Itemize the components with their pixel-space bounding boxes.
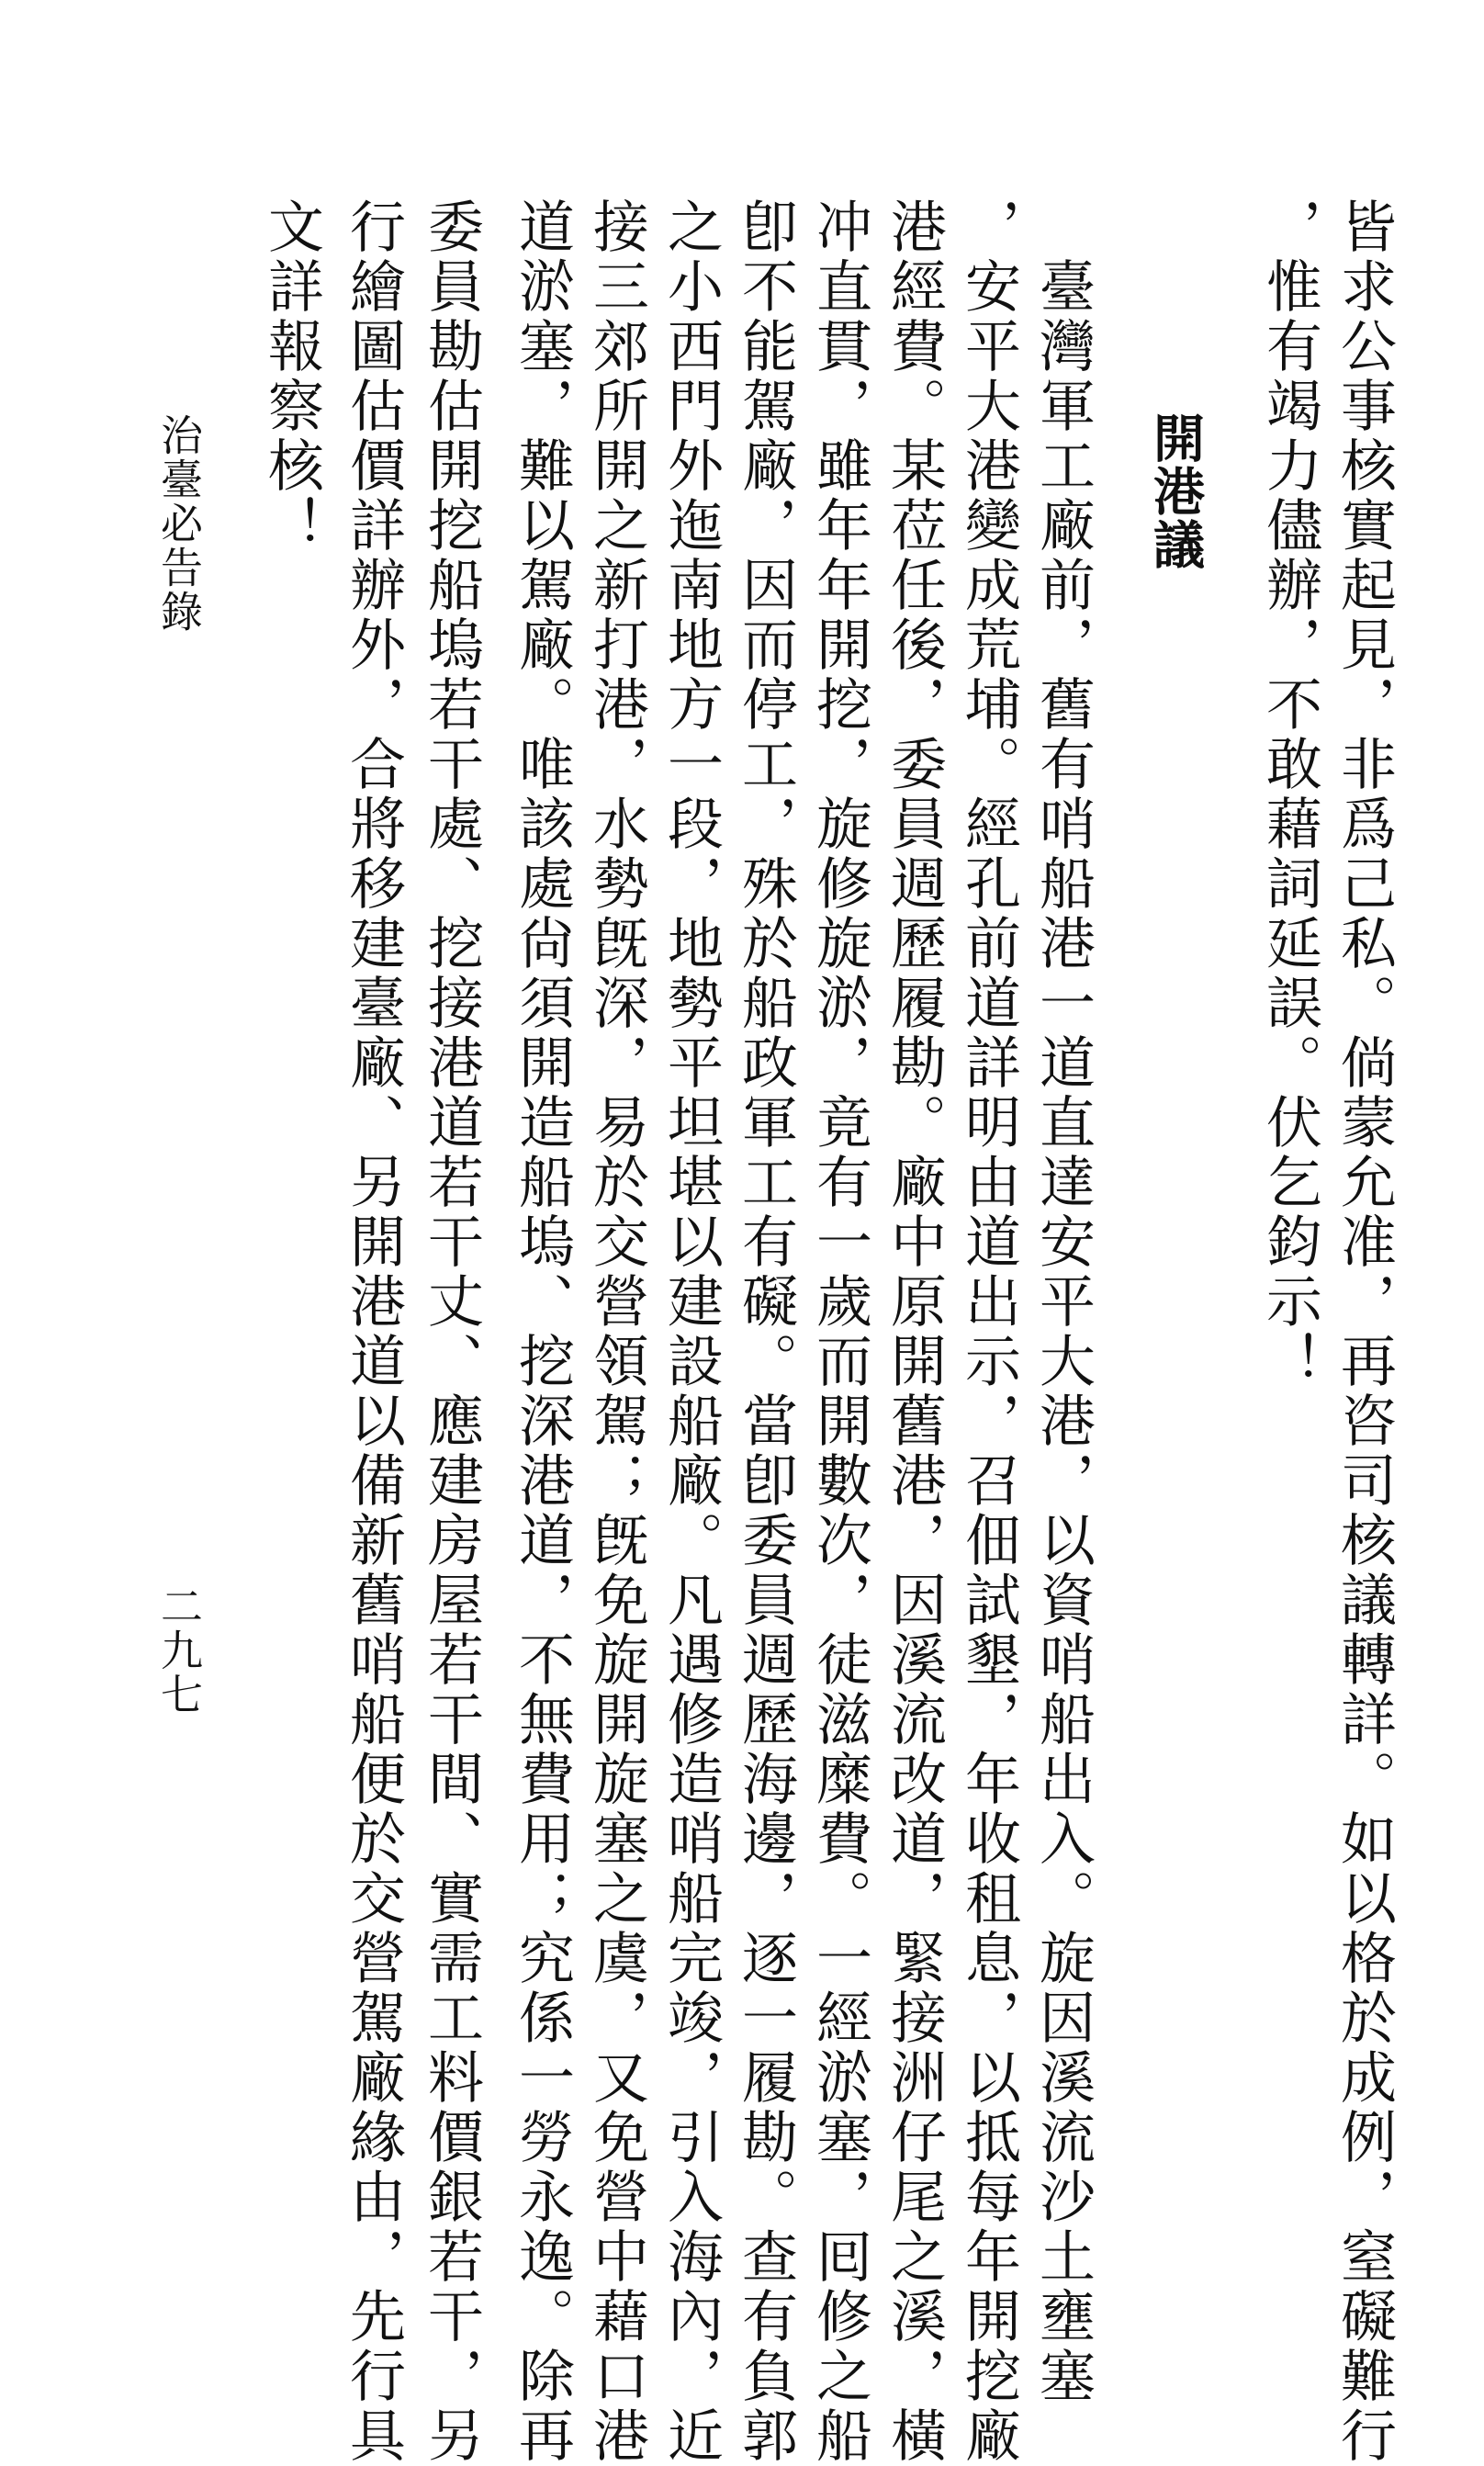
text-column-4: ，安平大港變成荒埔。經孔前道詳明由道出示，召佃試墾，年收租息，以抵每年開挖廠 (956, 197, 1021, 2466)
text-column-12: 行繪圖估價詳辦外，合將移建臺廠、另開港道以備新舊哨船便於交營駕廠緣由，先行具 (341, 197, 406, 2466)
text-column-6: 冲直貫，雖年年開挖，旋修旋淤，竟有一歲而開數次，徒滋糜費。一經淤塞，囘修之船 (807, 197, 872, 2466)
running-footer-title: 治臺必告錄 (154, 413, 204, 634)
text-column-2: ，惟有竭力儘辦，不敢藉詞延誤。伏乞鈞示！ (1257, 197, 1322, 1391)
text-column-5: 港經費。某莅任後，委員週歷履勘。廠中原開舊港，因溪流改道，緊接洲仔尾之溪，橫 (882, 197, 947, 2466)
text-column-13: 文詳報察核！ (259, 197, 324, 556)
text-column-8: 之小西門外迤南地方一段，地勢平坦堪以建設船廠。凡遇修造哨船完竣，引入海內，近 (658, 197, 724, 2466)
text-column-3: 臺灣軍工廠前，舊有哨船港一道直達安平大港，以資哨船出入。旋因溪流沙土壅塞 (1030, 197, 1096, 2406)
text-column-10: 道淤塞，難以駕廠。唯該處尙須開造船塢、挖深港道，不無費用；究係一勞永逸。除再 (510, 197, 575, 2466)
section-title: 開港議 (1145, 411, 1206, 571)
text-column-9: 接三郊所開之新打港，水勢旣深，易於交營領駕；旣免旋開旋塞之虞，又免營中藉口港 (584, 197, 649, 2466)
text-column-1: 皆求公事核實起見，非爲己私。倘蒙允准，再咨司核議轉詳。如以格於成例，窒礙難行 (1332, 197, 1397, 2466)
text-column-11: 委員勘估開挖船塢若干處、挖接港道若干丈、應建房屋若干間、實需工料價銀若干，另 (419, 197, 484, 2466)
text-column-7: 卽不能駕廠，因而停工，殊於船政軍工有礙。當卽委員週歷海邊，逐一履勘。查有負郭 (733, 197, 798, 2466)
page-number: 二九七 (154, 1584, 204, 1717)
